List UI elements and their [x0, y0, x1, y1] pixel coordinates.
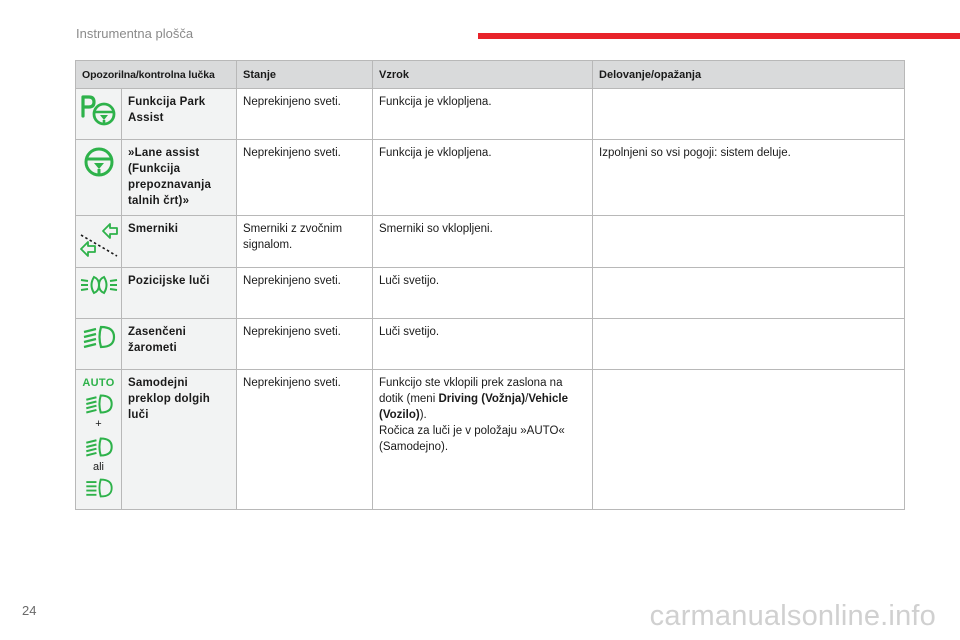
auto-label: AUTO — [82, 377, 115, 389]
state-text: Neprekinjeno sveti. — [237, 268, 373, 319]
cause-text-part: ). — [419, 409, 427, 421]
header-accent-bar — [478, 33, 960, 39]
state-text: Neprekinjeno sveti. — [237, 319, 373, 370]
indicator-name: Funkcija Park Assist — [122, 89, 237, 140]
state-text: Neprekinjeno sveti. — [237, 370, 373, 510]
table-row — [76, 319, 905, 370]
column-header-state: Stanje — [237, 61, 373, 89]
column-header-cause: Vzrok — [373, 61, 593, 89]
plus-label: + — [95, 418, 102, 430]
cause-text: Smerniki so vklopljeni. — [373, 216, 593, 268]
position-lights-icon — [79, 273, 119, 297]
action-text — [593, 370, 905, 510]
table-header-row — [76, 61, 905, 89]
dipped-beam-icon — [83, 393, 115, 415]
table-row — [76, 140, 905, 216]
icon-cell — [76, 89, 122, 140]
indicator-name: Zasenčeni žarometi — [122, 319, 237, 370]
cause-text — [373, 370, 593, 510]
state-text: Smerniki z zvočnim signalom. — [237, 216, 373, 268]
column-header-action: Delovanje/opažanja — [593, 61, 905, 89]
dipped-beam-icon — [83, 436, 115, 458]
cause-text: Luči svetijo. — [373, 268, 593, 319]
table-row — [76, 268, 905, 319]
menu-vehicle-label: Vehicle (Vozilo) — [379, 393, 568, 421]
action-text — [593, 216, 905, 268]
action-text — [593, 89, 905, 140]
cause-text: Luči svetijo. — [373, 319, 593, 370]
indicator-name: »Lane assist (Funkcija prepoznavanja talnih črt)» — [122, 140, 237, 216]
action-text: Izpolnjeni so vsi pogoji: sistem deluje. — [593, 140, 905, 216]
column-header-indicator: Opozorilna/kontrolna lučka — [76, 61, 237, 89]
state-text: Neprekinjeno sveti. — [237, 89, 373, 140]
cause-text-part: Funkcijo ste vklopili prek zaslona na dotik (meni — [379, 377, 563, 405]
main-beam-icon — [83, 477, 115, 499]
icon-cell — [76, 140, 122, 216]
cause-text: Funkcija je vklopljena. — [373, 140, 593, 216]
page-number: 24 — [22, 603, 37, 618]
menu-driving-label: Driving (Vožnja) — [438, 393, 526, 405]
dipped-beam-icon — [81, 324, 117, 350]
indicator-name: Samodejni preklop dolgih luči — [122, 370, 237, 510]
indicator-name: Smerniki — [122, 216, 237, 268]
icon-cell — [76, 216, 122, 268]
watermark: carmanualsonline.info — [649, 600, 936, 632]
table-row — [76, 370, 905, 510]
indicator-name: Pozicijske luči — [122, 268, 237, 319]
icon-cell — [76, 370, 122, 510]
or-label: ali — [92, 461, 104, 473]
table-row — [76, 89, 905, 140]
turn-signal-icon — [78, 221, 120, 259]
icon-cell — [76, 268, 122, 319]
table-row — [76, 216, 905, 268]
cause-separator: / — [525, 393, 529, 405]
action-text — [593, 319, 905, 370]
cause-text: Funkcija je vklopljena. — [373, 89, 593, 140]
section-title: Instrumentna plošča — [76, 26, 194, 41]
icon-cell — [76, 319, 122, 370]
cause-text-part: Ročica za luči je v položaju »AUTO« (Samodejno). — [379, 425, 565, 453]
lane-assist-icon — [82, 145, 116, 179]
action-text — [593, 268, 905, 319]
indicator-table — [75, 60, 905, 510]
state-text: Neprekinjeno sveti. — [237, 140, 373, 216]
park-assist-icon — [79, 94, 119, 126]
